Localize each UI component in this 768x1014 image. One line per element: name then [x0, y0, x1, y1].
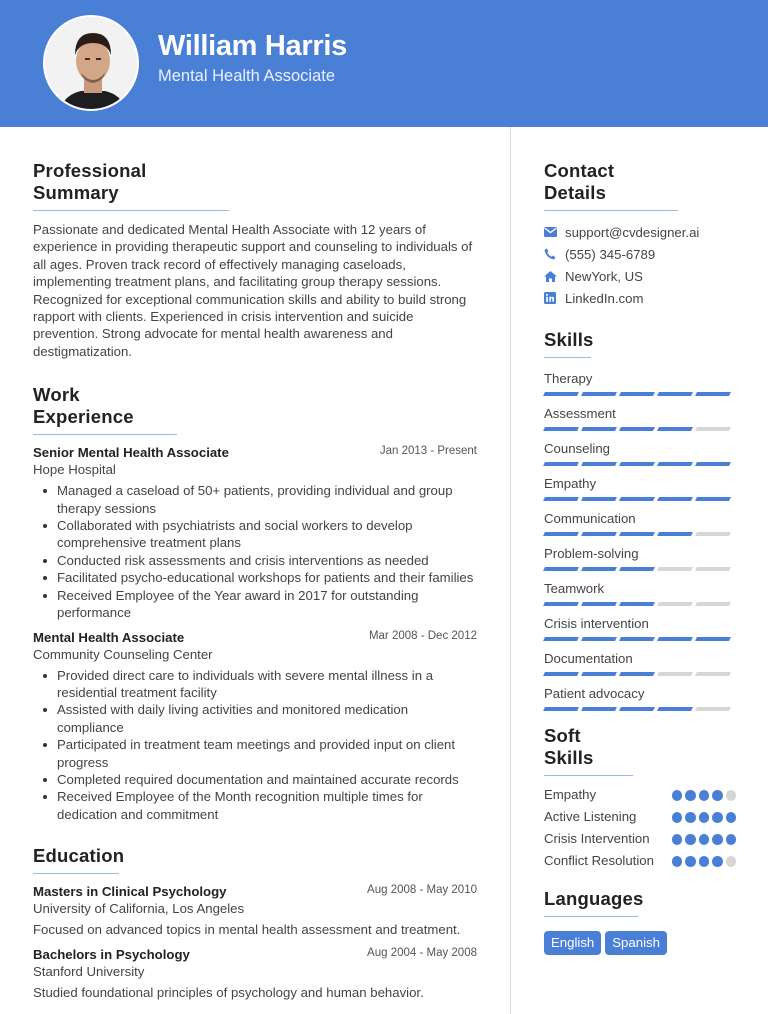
soft-skill-name: Conflict Resolution: [544, 853, 654, 868]
skill-level-segment: [695, 497, 731, 501]
column-divider: [510, 127, 511, 1014]
skill-level-segment: [695, 707, 731, 711]
rating-dot-icon: [726, 834, 737, 845]
rating-dot-icon: [712, 790, 723, 801]
job-bullet: Participated in treatment team meetings and provided input on client progress: [57, 736, 477, 771]
contact-text: support@cvdesigner.ai: [565, 224, 700, 240]
section-title-languages: Languages: [544, 888, 638, 917]
rating-dot-icon: [672, 856, 683, 867]
envelope-icon: [544, 227, 565, 237]
section-title-experience: Work Experience: [33, 384, 177, 435]
skill-level-segment: [543, 672, 579, 676]
contact-linkedin[interactable]: [544, 287, 736, 309]
resume-header: [0, 0, 768, 127]
skill-name: Teamwork: [544, 581, 605, 596]
degree: Masters in Clinical Psychology: [33, 884, 227, 900]
job-bullets: [33, 482, 477, 621]
contact-phone[interactable]: [544, 243, 736, 265]
home-icon: [544, 271, 565, 282]
skill-name: Documentation: [544, 651, 633, 666]
profile-photo: [43, 15, 139, 111]
language-list: [544, 931, 736, 955]
school: University of California, Los Angeles: [33, 901, 245, 917]
language-tag: Spanish: [605, 931, 667, 955]
skill-level-segment: [657, 427, 693, 431]
skill-level-segment: [619, 602, 655, 606]
skill-level-segment: [581, 707, 617, 711]
job-title: Senior Mental Health Associate: [33, 445, 229, 461]
job-bullet: Collaborated with psychiatrists and social workers to develop comprehensive treatment plans: [57, 517, 477, 552]
skill-level-bar: [544, 672, 736, 676]
skill-level-segment: [657, 637, 693, 641]
rating-dot-icon: [726, 856, 737, 867]
skill-level-bar: [544, 637, 736, 641]
rating-dot-icon: [685, 812, 696, 823]
rating-dot-icon: [685, 790, 696, 801]
skill-level-segment: [543, 602, 579, 606]
job-date: Mar 2008 - Dec 2012: [368, 629, 477, 642]
skill-level-segment: [657, 497, 693, 501]
skill-level-segment: [543, 392, 579, 396]
soft-skill-row: [544, 830, 736, 848]
summary-text: Passionate and dedicated Mental Health Associate with 12 years of experience in providing therapeutic support and counseling to individuals of all ages. Proven track record of effectively managing caseloads, implementing treatment plans, and facilitating group therapy sessions. Recognized for exceptional communication skills and ability to build strong rapport with clients. Experienced in crisis intervention and suicide prevention. Strong advocate for mental health awareness and destigmatization.: [33, 222, 473, 359]
rating-dot-icon: [726, 812, 737, 823]
soft-skills-section: [544, 725, 736, 870]
skill-level-segment: [581, 392, 617, 396]
section-title-skills: Skills: [544, 329, 591, 358]
skill-level-segment: [543, 637, 579, 641]
section-title-contact: Contact Details: [544, 160, 678, 211]
skill-level-bar: [544, 707, 736, 711]
soft-skills-list: [544, 786, 736, 870]
skill-level-segment: [581, 602, 617, 606]
job-bullet: Assisted with daily living activities and monitored medication compliance: [57, 701, 477, 736]
skill-level-segment: [695, 427, 731, 431]
main-column: [33, 127, 477, 1000]
skill-level-segment: [695, 392, 731, 396]
skill-level-segment: [543, 567, 579, 571]
job-bullet: Facilitated psycho-educational workshops for patients and their families: [57, 569, 477, 586]
rating-dot-icon: [685, 856, 696, 867]
skill-level-segment: [581, 532, 617, 536]
job-bullet: Received Employee of the Month recognition multiple times for dedication and commitment: [57, 788, 477, 823]
skill-level-segment: [657, 672, 693, 676]
soft-skill-row: [544, 808, 736, 826]
skill-level-segment: [657, 602, 693, 606]
rating-dot-icon: [699, 856, 710, 867]
soft-skill-row: [544, 852, 736, 870]
school: Stanford University: [33, 964, 145, 980]
education-section: [33, 845, 477, 1000]
skill-level-segment: [619, 462, 655, 466]
degree: Bachelors in Psychology: [33, 947, 190, 963]
skill-level-segment: [543, 427, 579, 431]
skill-name: Patient advocacy: [544, 686, 645, 701]
experience-section: [33, 384, 477, 823]
education-entry: [33, 947, 477, 1000]
skill-name: Problem-solving: [544, 546, 639, 561]
skill-level-bar: [544, 392, 736, 396]
skill-level-segment: [581, 427, 617, 431]
job-bullets: [33, 667, 477, 824]
skill-level-segment: [581, 637, 617, 641]
soft-skill-name: Empathy: [544, 787, 597, 802]
skill-level-segment: [619, 497, 655, 501]
skill-level-segment: [543, 707, 579, 711]
education-date: Aug 2004 - May 2008: [367, 947, 477, 960]
linkedin-icon: [544, 292, 565, 304]
rating-dot-icon: [685, 834, 696, 845]
skill-level-segment: [581, 672, 617, 676]
skill-level-segment: [543, 497, 579, 501]
skill-level-segment: [657, 392, 693, 396]
skill-level-segment: [619, 427, 655, 431]
candidate-name: William Harris: [158, 30, 347, 62]
soft-skill-name: Active Listening: [544, 809, 637, 824]
skill-level-segment: [581, 567, 617, 571]
skill-level-bar: [544, 462, 736, 466]
contact-email[interactable]: [544, 221, 736, 243]
contact-text: LinkedIn.com: [565, 290, 644, 306]
skill-level-segment: [695, 567, 731, 571]
skill-name: Communication: [544, 511, 636, 526]
skill-level-segment: [695, 532, 731, 536]
soft-skill-rating: [672, 852, 737, 867]
rating-dot-icon: [699, 812, 710, 823]
skill-name: Counseling: [544, 441, 610, 456]
soft-skill-rating: [672, 786, 737, 801]
skill-level-segment: [619, 637, 655, 641]
skill-level-segment: [581, 462, 617, 466]
skills-list: [544, 371, 736, 711]
skill-level-segment: [619, 707, 655, 711]
skill-level-bar: [544, 427, 736, 431]
job-date: Jan 2013 - Present: [379, 445, 477, 458]
skill-level-segment: [619, 532, 655, 536]
job-company: Community Counseling Center: [33, 646, 213, 662]
job-bullet: Conducted risk assessments and crisis interventions as needed: [57, 552, 477, 569]
skill-level-segment: [695, 602, 731, 606]
soft-skill-row: [544, 786, 736, 804]
education-date: Aug 2008 - May 2010: [367, 884, 477, 897]
education-description: Studied foundational principles of psychology and human behavior.: [33, 985, 424, 1001]
skill-level-segment: [695, 462, 731, 466]
section-title-education: Education: [33, 845, 119, 874]
contact-section: [544, 160, 736, 309]
job-company: Hope Hospital: [33, 462, 116, 478]
skill-level-segment: [581, 497, 617, 501]
education-entry: [33, 884, 477, 937]
job-entry: [33, 445, 477, 621]
contact-list: [544, 221, 736, 309]
skill-level-segment: [657, 532, 693, 536]
rating-dot-icon: [699, 790, 710, 801]
soft-skill-rating: [672, 808, 737, 823]
skill-level-segment: [619, 672, 655, 676]
rating-dot-icon: [712, 856, 723, 867]
job-bullet: Completed required documentation and maintained accurate records: [57, 771, 477, 788]
rating-dot-icon: [712, 834, 723, 845]
contact-text: NewYork, US: [565, 268, 643, 284]
skill-level-bar: [544, 602, 736, 606]
rating-dot-icon: [672, 812, 683, 823]
skill-level-segment: [619, 567, 655, 571]
job-bullet: Received Employee of the Year award in 2017 for outstanding performance: [57, 587, 477, 622]
skill-level-segment: [543, 462, 579, 466]
skill-level-bar: [544, 497, 736, 501]
skill-name: Crisis intervention: [544, 616, 649, 631]
soft-skill-name: Crisis Intervention: [544, 831, 650, 846]
language-tag: English: [544, 931, 601, 955]
rating-dot-icon: [712, 812, 723, 823]
contact-text: (555) 345-6789: [565, 246, 656, 262]
rating-dot-icon: [699, 834, 710, 845]
skill-level-segment: [695, 637, 731, 641]
rating-dot-icon: [672, 834, 683, 845]
summary-section: [33, 160, 477, 360]
skill-name: Empathy: [544, 476, 597, 491]
skill-level-segment: [657, 567, 693, 571]
languages-section: [544, 888, 736, 955]
rating-dot-icon: [726, 790, 737, 801]
skill-name: Therapy: [544, 371, 593, 386]
candidate-title: Mental Health Associate: [158, 67, 336, 85]
job-title: Mental Health Associate: [33, 629, 185, 645]
skills-section: [544, 329, 736, 711]
skill-level-bar: [544, 567, 736, 571]
skill-level-segment: [657, 707, 693, 711]
education-description: Focused on advanced topics in mental health assessment and treatment.: [33, 922, 461, 938]
skill-level-segment: [619, 392, 655, 396]
skill-level-segment: [543, 532, 579, 536]
person-photo-icon: [45, 17, 139, 111]
skill-level-bar: [544, 532, 736, 536]
skill-level-segment: [657, 462, 693, 466]
section-title-soft-skills: Soft Skills: [544, 725, 633, 776]
job-bullet: Provided direct care to individuals with severe mental illness in a residential treatment facility: [57, 667, 477, 702]
skill-level-segment: [695, 672, 731, 676]
skill-name: Assessment: [544, 406, 616, 421]
job-entry: [33, 630, 477, 824]
phone-icon: [544, 248, 565, 260]
soft-skill-rating: [672, 830, 737, 845]
section-title-summary: Professional Summary: [33, 160, 229, 211]
rating-dot-icon: [672, 790, 683, 801]
sidebar-column: [544, 127, 736, 955]
contact-location: [544, 265, 736, 287]
job-bullet: Managed a caseload of 50+ patients, providing individual and group therapy sessions: [57, 482, 477, 517]
